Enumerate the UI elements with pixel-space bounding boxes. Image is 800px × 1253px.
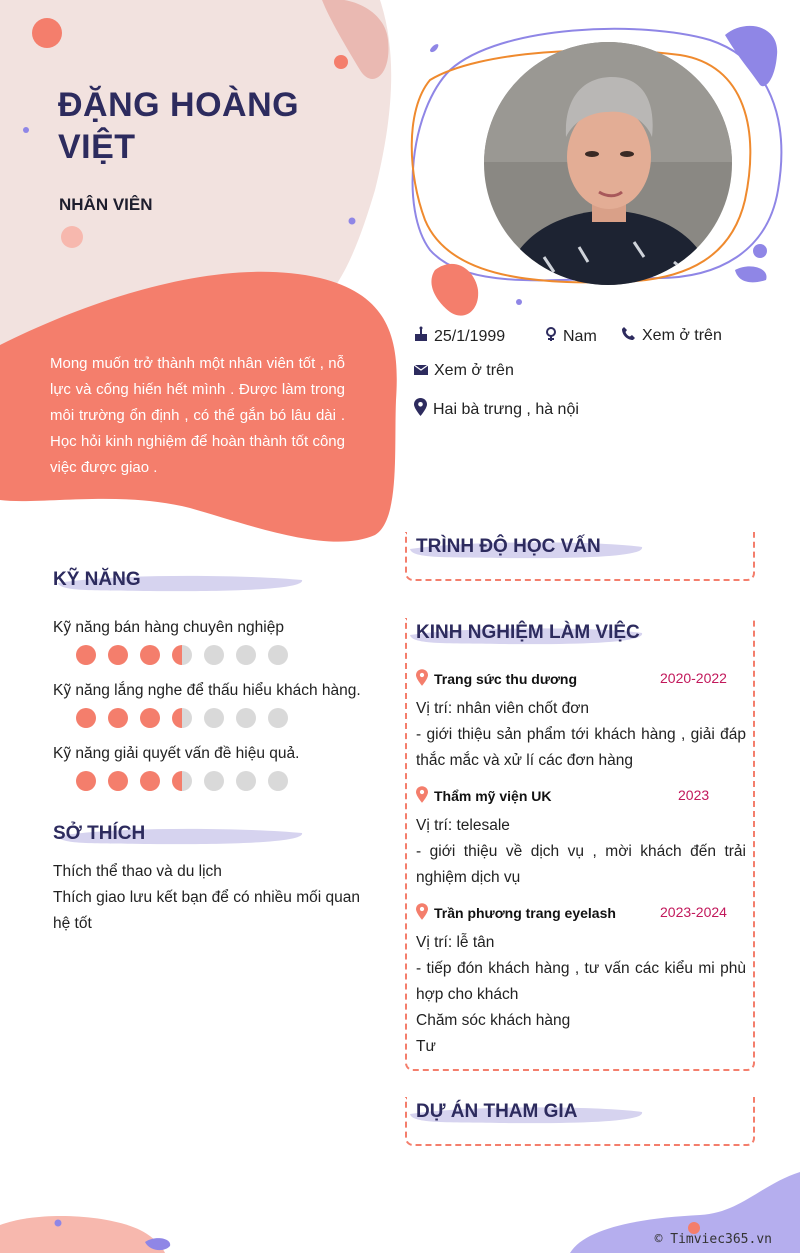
rating-dot	[204, 771, 224, 791]
skill-rating	[76, 645, 288, 665]
career-objective: Mong muốn trở thành một nhân viên tốt , nỗ lực và cống hiến hết mình . Được làm trong môi trường ổn định , có thể gắn bó lâu dài . Học hỏi kinh nghiệm để hoàn thành tốt công việc được giao .	[50, 355, 345, 476]
skills-heading: KỸ NĂNG	[53, 569, 141, 590]
job-position: Vị trí: nhân viên chốt đơn	[416, 700, 590, 717]
cake-icon	[414, 326, 428, 347]
education-heading: TRÌNH ĐỘ HỌC VẤN	[416, 536, 601, 557]
rating-dot	[236, 645, 256, 665]
job-description: - tiếp đón khách hàng , tư vấn các kiểu mi phù hợp cho khách	[416, 960, 746, 1003]
watermark: © Timviec365.vn	[654, 1232, 772, 1247]
skill-rating	[76, 771, 288, 791]
rating-dot	[140, 645, 160, 665]
rating-dot	[108, 645, 128, 665]
job-extra: Chăm sóc khách hàng	[416, 1012, 571, 1029]
skill-name: Kỹ năng bán hàng chuyên nghiệp	[53, 619, 284, 636]
job-company-row	[416, 903, 616, 923]
job-period: 2023-2024	[660, 904, 727, 920]
experience-heading: KINH NGHIỆM LÀM VIỆC	[416, 622, 640, 643]
job-description: - giới thiệu sản phẩm tới khách hàng , giải đáp thắc mắc và xử lí các đơn hàng	[416, 726, 746, 769]
rating-dot	[76, 771, 96, 791]
hobbies-list	[53, 859, 360, 937]
map-pin-icon	[416, 786, 428, 806]
gender-row	[545, 326, 597, 347]
rating-dot	[76, 645, 96, 665]
phone-icon	[621, 326, 636, 346]
phone-text: Xem ở trên	[642, 327, 722, 344]
rating-dot	[268, 645, 288, 665]
rating-dot	[108, 771, 128, 791]
projects-heading: DỰ ÁN THAM GIA	[416, 1101, 578, 1122]
birthday-row	[414, 326, 505, 347]
rating-dot	[268, 708, 288, 728]
address-text: Hai bà trưng , hà nội	[433, 400, 579, 418]
rating-dot	[140, 771, 160, 791]
job-details	[416, 930, 746, 1060]
job-company: Trang sức thu dương	[434, 671, 578, 687]
profile-photo	[484, 42, 732, 285]
email-row	[414, 362, 514, 380]
birthday-text: 25/1/1999	[434, 327, 506, 345]
rating-dot	[172, 645, 192, 665]
hobby-item: Thích giao lưu kết bạn để có nhiều mối quan hệ tốt	[53, 889, 360, 932]
hobby-item: Thích thể thao và du lịch	[53, 863, 222, 880]
skill-name: Kỹ năng giải quyết vấn đề hiệu quả.	[53, 745, 300, 762]
rating-dot	[236, 771, 256, 791]
rating-dot	[204, 708, 224, 728]
rating-dot	[172, 708, 192, 728]
map-pin-icon	[414, 398, 427, 421]
map-pin-icon	[416, 903, 428, 923]
skill-name: Kỹ năng lắng nghe để thấu hiểu khách hàng.	[53, 682, 361, 699]
job-details	[416, 813, 746, 891]
job-description: - giới thiệu về dịch vụ , mời khách đến trải nghiệm dịch vụ	[416, 843, 746, 886]
job-details	[416, 696, 746, 774]
rating-dot	[172, 771, 192, 791]
job-position: Vị trí: lễ tân	[416, 934, 495, 951]
gender-text: Nam	[563, 327, 597, 345]
rating-dot	[268, 771, 288, 791]
job-company-row	[416, 786, 551, 806]
job-period: 2023	[678, 787, 710, 803]
job-company-row	[416, 669, 577, 689]
rating-dot	[236, 708, 256, 728]
candidate-name: ĐẶNG HOÀNG VIỆT	[58, 86, 300, 166]
address-row	[414, 398, 579, 421]
envelope-icon	[414, 362, 428, 380]
rating-dot	[140, 708, 160, 728]
email-text: Xem ở trên	[434, 362, 514, 379]
job-company: Trần phương trang eyelash	[434, 905, 616, 921]
rating-dot	[108, 708, 128, 728]
rating-dot	[204, 645, 224, 665]
job-position: Vị trí: telesale	[416, 817, 510, 834]
rating-dot	[76, 708, 96, 728]
map-pin-icon	[416, 669, 428, 689]
gender-icon	[545, 326, 557, 347]
job-title: NHÂN VIÊN	[59, 195, 153, 214]
skill-rating	[76, 708, 288, 728]
phone-row	[621, 326, 722, 346]
hobbies-heading: SỞ THÍCH	[53, 823, 146, 844]
job-period: 2020-2022	[660, 670, 727, 686]
job-company: Thẩm mỹ viện UK	[434, 788, 552, 804]
job-extra: Tư	[416, 1038, 436, 1055]
